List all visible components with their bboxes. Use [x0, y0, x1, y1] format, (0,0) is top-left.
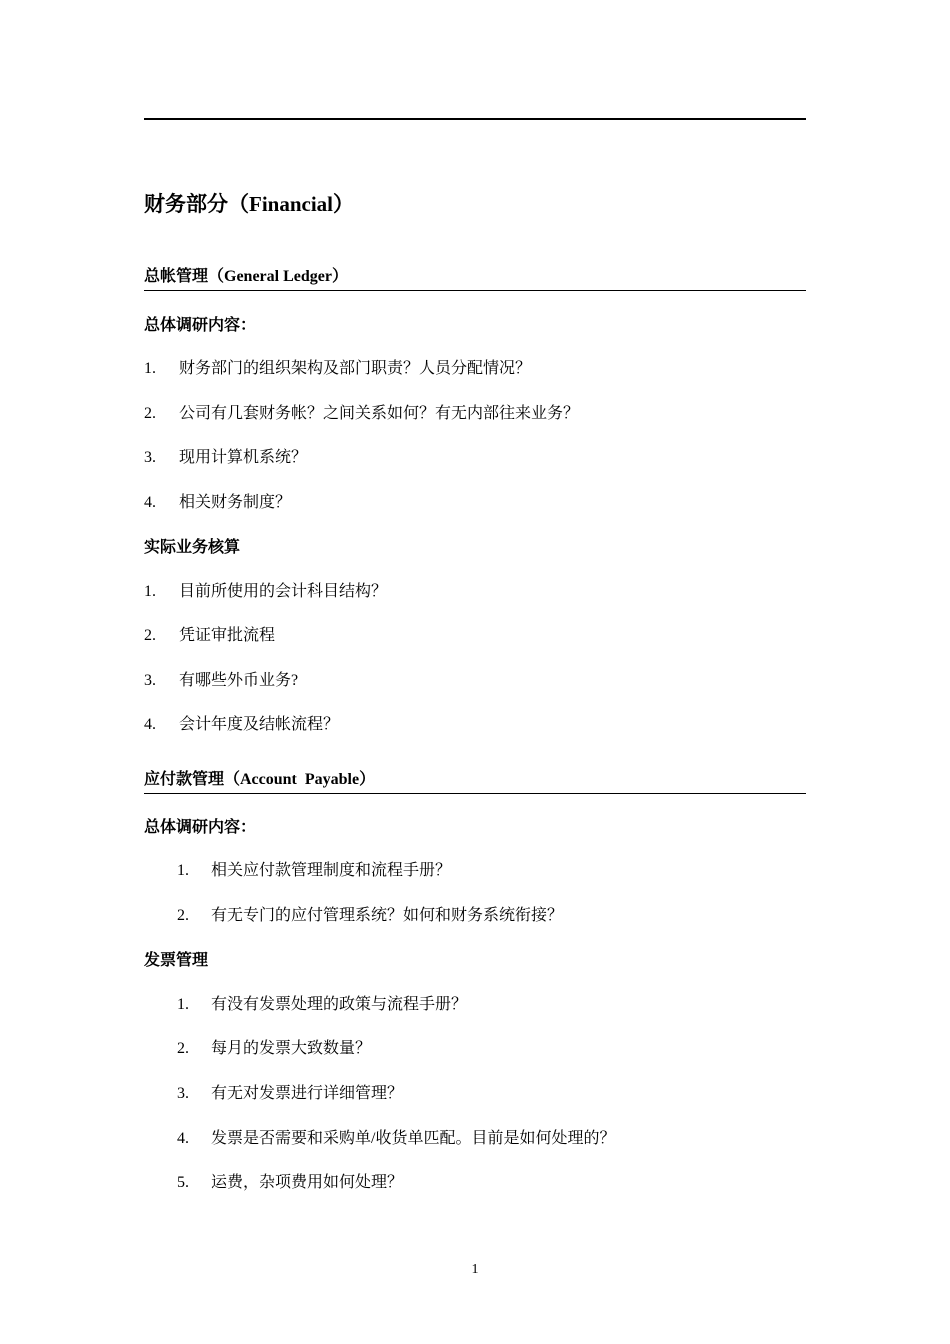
list-item: 2. 凭证审批流程: [144, 627, 276, 644]
list-item: 3. 有哪些外币业务?: [144, 672, 299, 689]
list-item: 1. 财务部门的组织架构及部门职责？人员分配情况？: [144, 360, 532, 377]
subheading-invoice-management: 发票管理: [144, 952, 209, 969]
list-item: 5. 运费，杂项费用如何处理？: [177, 1174, 404, 1191]
list-item: 4. 会计年度及结帐流程？: [144, 716, 340, 733]
section-heading-general-ledger: 总帐管理（General Ledger）: [144, 263, 806, 291]
list-item: 2. 公司有几套财务帐？之间关系如何？有无内部往来业务？: [144, 405, 580, 422]
subheading-overall-survey: 总体调研内容：: [144, 819, 257, 836]
page-title: 财务部分（Financial）: [144, 192, 355, 216]
list-item: 3. 现用计算机系统？: [144, 449, 308, 466]
list-item: 4. 发票是否需要和采购单/收货单匹配。目前是如何处理的？: [177, 1130, 616, 1147]
list-item: 1. 相关应付款管理制度和流程手册？: [177, 862, 452, 879]
subheading-overall-survey: 总体调研内容：: [144, 317, 257, 334]
page-number: 1: [471, 1262, 479, 1277]
list-item: 3. 有无对发票进行详细管理？: [177, 1085, 404, 1102]
subheading-actual-accounting: 实际业务核算: [144, 539, 241, 556]
list-item: 2. 有无专门的应付管理系统？如何和财务系统衔接？: [177, 907, 564, 924]
section-heading-account-payable: 应付款管理（Account Payable）: [144, 766, 806, 794]
list-item: 1. 有没有发票处理的政策与流程手册？: [177, 996, 468, 1013]
list-item: 2. 每月的发票大致数量？: [177, 1040, 372, 1057]
list-item: 4. 相关财务制度？: [144, 494, 292, 511]
list-item: 1. 目前所使用的会计科目结构？: [144, 583, 388, 600]
header-rule: [144, 118, 806, 120]
